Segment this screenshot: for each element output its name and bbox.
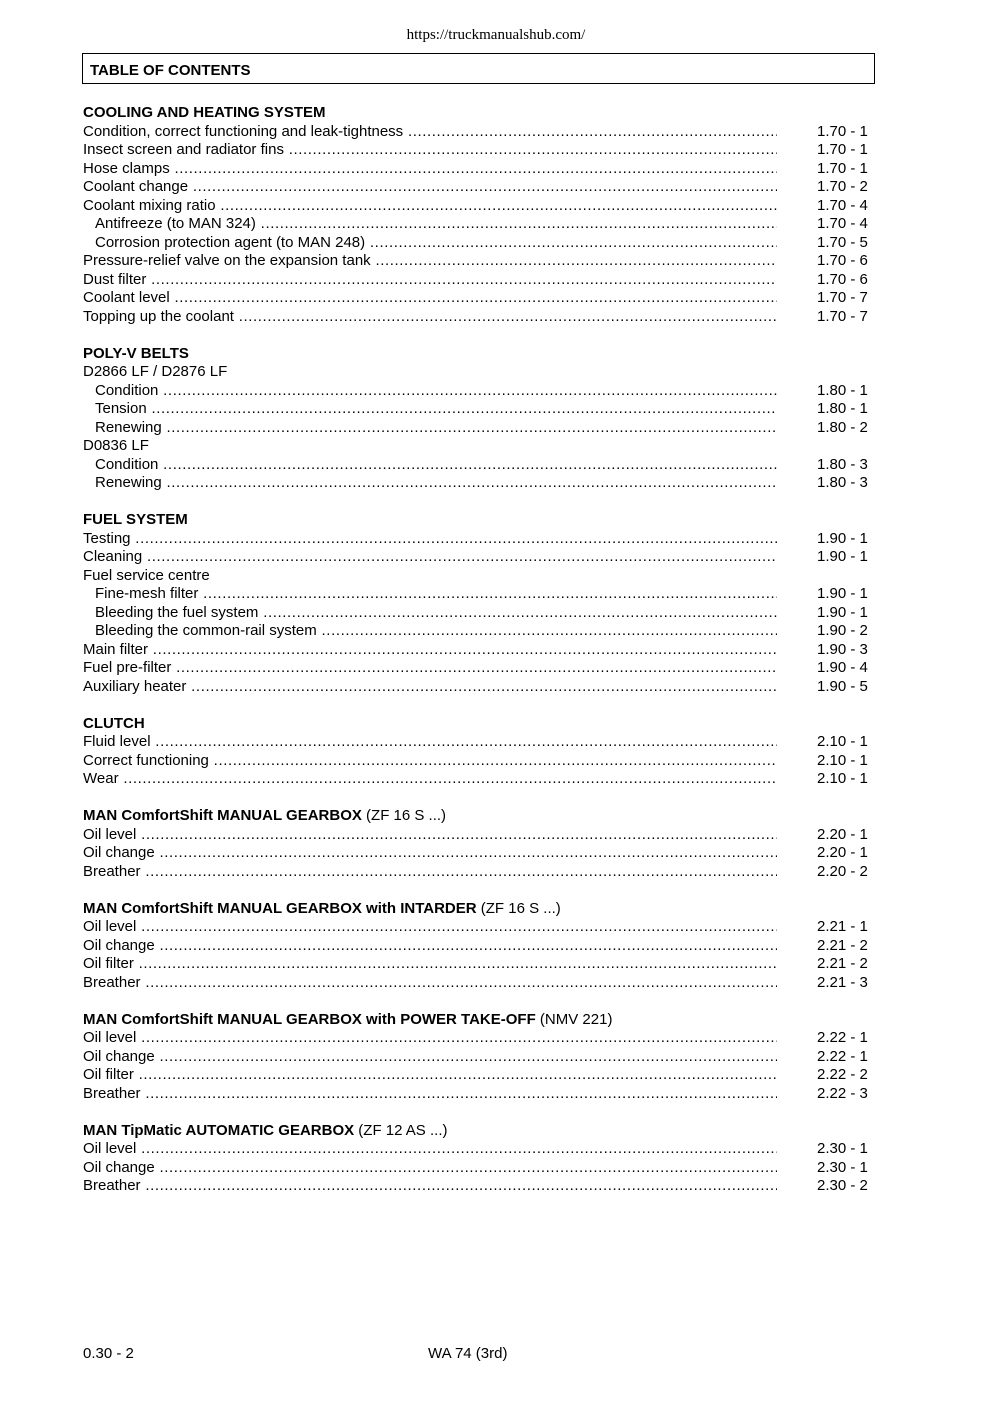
toc-entry-label: Bleeding the common-rail system ..... xyxy=(95,622,777,641)
toc-entry[interactable] xyxy=(83,974,875,993)
toc-group-label: Fuel service centre xyxy=(83,566,210,584)
section-heading xyxy=(83,807,875,826)
toc-entry[interactable] xyxy=(83,659,875,678)
toc-entry[interactable] xyxy=(83,474,875,493)
toc-entry-page: 2.22 - 1 xyxy=(817,1029,868,1046)
toc-entry[interactable] xyxy=(83,215,875,234)
toc-entry-page: 2.10 - 1 xyxy=(817,751,868,769)
toc-entry-label: Coolant mixing ratio ..... xyxy=(83,197,777,216)
toc-entry-label: Fluid level ..... xyxy=(83,733,777,752)
toc-entry-label: Fine-mesh filter ..... xyxy=(95,585,777,604)
toc-entry-page: 2.10 - 1 xyxy=(817,733,868,750)
toc-entry[interactable] xyxy=(83,937,875,956)
toc-entry-label: Dust filter ..... xyxy=(83,271,777,290)
section-title-suffix: (ZF 12 AS ...) xyxy=(354,1121,448,1139)
toc-entry-label: Hose clamps ..... xyxy=(83,160,777,179)
toc-entry-label: Testing ..... xyxy=(83,530,777,549)
toc-entry[interactable] xyxy=(83,678,875,697)
toc-entry-label: Antifreeze (to MAN 324) ..... xyxy=(95,215,777,234)
toc-entry-label: Oil filter ..... xyxy=(83,1066,777,1085)
toc-entry-page: 2.21 - 2 xyxy=(817,955,868,972)
toc-entry-label: Coolant level ..... xyxy=(83,289,777,308)
toc-entry-label: Pressure-relief valve on the expansion tank ..... xyxy=(83,252,777,271)
toc-entry-page: 1.70 - 7 xyxy=(817,289,868,306)
toc-entry-page: 2.10 - 1 xyxy=(817,770,868,787)
toc-entry-page: 1.90 - 4 xyxy=(817,659,868,676)
toc-entry[interactable] xyxy=(83,863,875,882)
toc-entry-page: 1.70 - 4 xyxy=(817,215,868,232)
toc-section xyxy=(83,104,875,326)
section-title: POLY-V BELTS xyxy=(83,344,189,362)
toc-title-box xyxy=(82,53,875,84)
toc-entry-page: 1.70 - 6 xyxy=(817,252,868,269)
toc-entry-label: Coolant change ..... xyxy=(83,178,777,197)
toc-entry[interactable] xyxy=(83,289,875,308)
toc-entry[interactable] xyxy=(83,585,875,604)
toc-entry-page: 1.90 - 5 xyxy=(817,677,868,695)
section-heading xyxy=(83,1011,875,1030)
section-title: MAN ComfortShift MANUAL GEARBOX with POWER TAKE-OFF xyxy=(83,1010,536,1028)
toc-entry-label: Renewing ..... xyxy=(95,474,777,493)
toc-section xyxy=(83,345,875,493)
toc-entry-page: 2.20 - 1 xyxy=(817,825,868,843)
section-title: MAN ComfortShift MANUAL GEARBOX xyxy=(83,807,362,824)
toc-entry[interactable] xyxy=(83,1048,875,1067)
toc-entry-label: Fuel pre-filter ..... xyxy=(83,659,777,678)
toc-entry[interactable] xyxy=(83,1066,875,1085)
toc-section xyxy=(83,1011,875,1104)
toc-entry[interactable] xyxy=(83,918,875,937)
section-title: MAN ComfortShift MANUAL GEARBOX with INTARDER xyxy=(83,899,477,917)
footer-document-code: WA 74 (3rd) xyxy=(428,1345,508,1362)
toc-title: TABLE OF CONTENTS xyxy=(90,62,251,79)
toc-entry-label: Breather ..... xyxy=(83,863,777,882)
toc-entry-label: Correct functioning ..... xyxy=(83,752,777,771)
toc-entry-label: Oil change ..... xyxy=(83,1048,777,1067)
section-heading xyxy=(83,511,875,530)
toc-entry-label: Bleeding the fuel system ..... xyxy=(95,604,777,623)
toc-entry-label: Oil level ..... xyxy=(83,826,777,845)
toc-entry-page: 1.70 - 6 xyxy=(817,270,868,288)
toc-entry-label: Condition, correct functioning and leak-tightness ..... xyxy=(83,123,777,142)
toc-entry[interactable] xyxy=(83,234,875,253)
toc-entry[interactable] xyxy=(83,1159,875,1178)
toc-entry[interactable] xyxy=(83,733,875,752)
toc-entry-page: 2.20 - 1 xyxy=(817,844,868,861)
toc-entry-page: 1.80 - 1 xyxy=(817,400,868,417)
toc-entry[interactable] xyxy=(83,641,875,660)
section-heading xyxy=(83,345,875,364)
toc-section xyxy=(83,1122,875,1196)
toc-entry-page: 1.80 - 3 xyxy=(817,474,868,491)
toc-entry-page: 1.70 - 1 xyxy=(817,159,868,177)
toc-entry[interactable] xyxy=(83,160,875,179)
toc-entry-page: 1.90 - 1 xyxy=(817,585,868,602)
section-heading xyxy=(83,900,875,919)
toc-entry-label: Auxiliary heater ..... xyxy=(83,678,777,697)
toc-entry-page: 1.70 - 1 xyxy=(817,122,868,140)
section-title: MAN TipMatic AUTOMATIC GEARBOX xyxy=(83,1121,355,1139)
toc-entry-page: 2.20 - 2 xyxy=(817,862,868,880)
toc-entry-label: Oil level ..... xyxy=(83,1140,777,1159)
toc-entry-page: 1.80 - 3 xyxy=(817,455,868,473)
toc-entry-page: 2.22 - 3 xyxy=(817,1084,868,1102)
toc-entry-page: 2.30 - 2 xyxy=(817,1177,868,1194)
toc-entry[interactable] xyxy=(83,123,875,142)
section-title: COOLING AND HEATING SYSTEM xyxy=(83,104,326,121)
toc-entry[interactable] xyxy=(83,1029,875,1048)
toc-entry[interactable] xyxy=(83,1140,875,1159)
toc-entry-page: 2.30 - 1 xyxy=(817,1140,868,1157)
toc-entry-page: 2.30 - 1 xyxy=(817,1158,868,1176)
toc-entry-label: Breather ..... xyxy=(83,974,777,993)
toc-section xyxy=(83,807,875,881)
toc-entry-page: 1.70 - 4 xyxy=(817,196,868,214)
toc-entry-page: 1.70 - 5 xyxy=(817,233,868,251)
toc-entry[interactable] xyxy=(83,178,875,197)
toc-entry[interactable] xyxy=(83,141,875,160)
toc-entry-page: 1.70 - 2 xyxy=(817,178,868,195)
toc-entry-page: 1.70 - 7 xyxy=(817,307,868,325)
section-heading xyxy=(83,1122,875,1141)
toc-entry-label: Oil filter ..... xyxy=(83,955,777,974)
footer-page-number: 0.30 - 2 xyxy=(83,1345,134,1362)
toc-entry[interactable] xyxy=(83,826,875,845)
toc-entry-page: 2.22 - 1 xyxy=(817,1047,868,1065)
toc-entry-page: 1.90 - 1 xyxy=(817,529,868,547)
toc-entry[interactable] xyxy=(83,752,875,771)
header-url: https://truckmanualshub.com/ xyxy=(406,27,586,43)
toc-entry-page: 2.22 - 2 xyxy=(817,1066,868,1083)
toc-section xyxy=(83,900,875,993)
toc-entry[interactable] xyxy=(83,308,875,327)
toc-entry-page: 1.90 - 2 xyxy=(817,622,868,639)
toc-entry-label: Tension ..... xyxy=(95,400,777,419)
toc-entry[interactable] xyxy=(83,456,875,475)
section-title: FUEL SYSTEM xyxy=(83,511,188,528)
toc-entry-page: 2.21 - 3 xyxy=(817,973,868,991)
toc-entry[interactable] xyxy=(83,252,875,271)
toc-entry-label: Oil change ..... xyxy=(83,844,777,863)
toc-entry[interactable] xyxy=(83,770,875,789)
toc-entry[interactable] xyxy=(83,604,875,623)
toc-group-label: D0836 LF xyxy=(83,437,149,454)
toc-entry-label: Main filter ..... xyxy=(83,641,777,660)
toc-entry[interactable] xyxy=(83,419,875,438)
toc-entry-label: Condition ..... xyxy=(95,382,777,401)
toc-entry-page: 1.90 - 1 xyxy=(817,548,868,565)
section-heading xyxy=(83,104,875,123)
toc-entry[interactable] xyxy=(83,844,875,863)
toc-entry-page: 2.21 - 1 xyxy=(817,918,868,935)
toc-entry-page: 2.21 - 2 xyxy=(817,936,868,954)
toc-entry-label: Oil level ..... xyxy=(83,918,777,937)
toc-content xyxy=(83,104,875,1214)
toc-entry-label: Breather ..... xyxy=(83,1085,777,1104)
toc-entry[interactable] xyxy=(83,382,875,401)
toc-group-label: D2866 LF / D2876 LF xyxy=(83,363,228,380)
toc-entry[interactable] xyxy=(83,1177,875,1196)
toc-entry-page: 1.70 - 1 xyxy=(817,141,868,158)
toc-entry-label: Oil change ..... xyxy=(83,937,777,956)
toc-entry-label: Insect screen and radiator fins ..... xyxy=(83,141,777,160)
toc-section xyxy=(83,511,875,696)
section-title-suffix: (NMV 221) xyxy=(535,1010,613,1028)
section-heading xyxy=(83,715,875,734)
toc-entry[interactable] xyxy=(83,955,875,974)
toc-entry-label: Cleaning ..... xyxy=(83,548,777,567)
toc-entry-label: Wear ..... xyxy=(83,770,777,789)
toc-section xyxy=(83,715,875,789)
section-title: CLUTCH xyxy=(83,714,145,732)
toc-entry-label: Oil level ..... xyxy=(83,1029,777,1048)
toc-entry[interactable] xyxy=(83,1085,875,1104)
toc-entry-page: 1.90 - 3 xyxy=(817,640,868,658)
toc-entry[interactable] xyxy=(83,271,875,290)
toc-entry[interactable] xyxy=(83,400,875,419)
toc-entry-label: Corrosion protection agent (to MAN 248) ..... xyxy=(95,234,777,253)
toc-entry-label: Renewing ..... xyxy=(95,419,777,438)
toc-entry-page: 1.80 - 1 xyxy=(817,381,868,399)
toc-entry-page: 1.90 - 1 xyxy=(817,603,868,621)
section-title-suffix: (ZF 16 S ...) xyxy=(476,899,561,917)
toc-entry[interactable] xyxy=(83,197,875,216)
toc-entry[interactable] xyxy=(83,530,875,549)
toc-entry-page: 1.80 - 2 xyxy=(817,418,868,436)
toc-entry-label: Condition ..... xyxy=(95,456,777,475)
toc-entry-label: Topping up the coolant ..... xyxy=(83,308,777,327)
section-title-suffix: (ZF 16 S ...) xyxy=(361,807,447,824)
toc-entry[interactable] xyxy=(83,548,875,567)
toc-entry[interactable] xyxy=(83,622,875,641)
toc-entry-label: Oil change ..... xyxy=(83,1159,777,1178)
toc-entry-label: Breather ..... xyxy=(83,1177,777,1196)
